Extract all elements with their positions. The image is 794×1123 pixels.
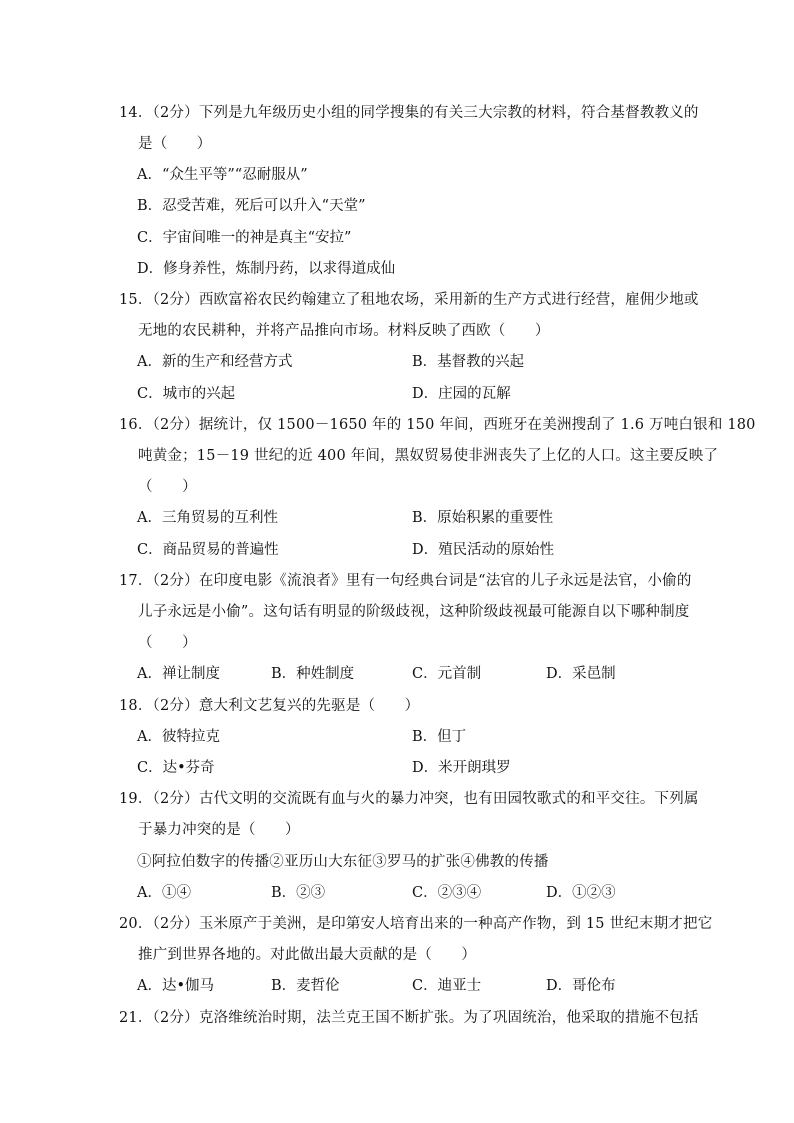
question-stem: 于暴力冲突的是（ ） <box>138 822 300 838</box>
question-material: ①阿拉伯数字的传播②亚历山大东征③罗马的扩张④佛教的传播 <box>137 854 549 870</box>
option-a: A．三角贸易的互利性 <box>137 510 278 526</box>
option-a: A．禅让制度 <box>137 666 220 682</box>
option-d: D．殖民活动的原始性 <box>412 542 555 558</box>
option-b: B．基督教的兴起 <box>412 354 525 370</box>
question-stem: 21．（2分）克洛维统治时期，法兰克王国不断扩张。为了巩固统治，他采取的措施不包括 <box>119 1010 699 1026</box>
question-stem: 吨黄金；15－19 世纪的近 400 年间，黑奴贸易使非洲丧失了上亿的人口。这主要反映了 <box>138 448 719 464</box>
option-d: D．哥伦布 <box>546 978 616 994</box>
question-stem: 是（ ） <box>138 136 212 152</box>
question-stem: （ ） <box>138 635 197 651</box>
option-b: B．麦哲伦 <box>271 978 340 994</box>
option-c: C．达•芬奇 <box>137 760 215 776</box>
option-c: C．城市的兴起 <box>137 386 236 402</box>
option-a: A．达•伽马 <box>137 978 215 994</box>
option-d: D．庄园的瓦解 <box>412 386 511 402</box>
option-d: D．修身养性，炼制丹药，以求得道成仙 <box>137 261 396 277</box>
option-c: C．元首制 <box>412 666 482 682</box>
option-d: D．①②③ <box>546 885 616 901</box>
question-stem: 18．（2分）意大利文艺复兴的先驱是（ ） <box>119 698 420 714</box>
question-stem: 20．（2分）玉米原产于美洲，是印第安人培育出来的一种高产作物，到 15 世纪末期才把它 <box>119 916 713 932</box>
option-a: A．新的生产和经营方式 <box>137 354 293 370</box>
option-d: D．米开朗琪罗 <box>412 760 511 776</box>
option-c: C．宇宙间唯一的神是真主“安拉” <box>137 230 352 246</box>
option-a: A．彼特拉克 <box>137 729 220 745</box>
option-c: C．②③④ <box>412 885 482 901</box>
question-stem: 15．（2分）西欧富裕农民约翰建立了租地农场，采用新的生产方式进行经营，雇佣少地或 <box>119 292 699 308</box>
question-stem: 16．（2分）据统计，仅 1500－1650 年的 150 年间，西班牙在美洲搜刮了 1.6 万吨白银和 180 <box>119 417 756 433</box>
question-stem: 19．（2分）古代文明的交流既有血与火的暴力冲突，也有田园牧歌式的和平交往。下列属 <box>119 791 699 807</box>
question-stem: （ ） <box>138 479 197 495</box>
option-c: C．迪亚士 <box>412 978 482 994</box>
option-b: B．种姓制度 <box>271 666 355 682</box>
option-a: A．“众生平等”“忍耐服从” <box>137 167 308 183</box>
option-b: B．忍受苦难，死后可以升入“天堂” <box>137 198 366 214</box>
option-b: B．原始积累的重要性 <box>412 510 554 526</box>
question-stem: 推广到世界各地的。对此做出最大贡献的是（ ） <box>138 947 477 963</box>
option-c: C．商品贸易的普遍性 <box>137 542 279 558</box>
option-b: B．但丁 <box>412 729 467 745</box>
option-a: A．①④ <box>137 885 191 901</box>
question-stem: 14．（2分）下列是九年级历史小组的同学搜集的有关三大宗教的材料，符合基督教教义的 <box>119 105 699 121</box>
option-d: D．采邑制 <box>546 666 616 682</box>
question-stem: 无地的农民耕种，并将产品推向市场。材料反映了西欧（ ） <box>138 323 550 339</box>
question-stem: 儿子永远是小偷”。这句话有明显的阶级歧视，这种阶级歧视最可能源自以下哪种制度 <box>138 604 690 620</box>
option-b: B．②③ <box>271 885 326 901</box>
question-stem: 17．（2分）在印度电影《流浪者》里有一句经典台词是“法官的儿子永远是法官，小偷的 <box>119 573 692 589</box>
